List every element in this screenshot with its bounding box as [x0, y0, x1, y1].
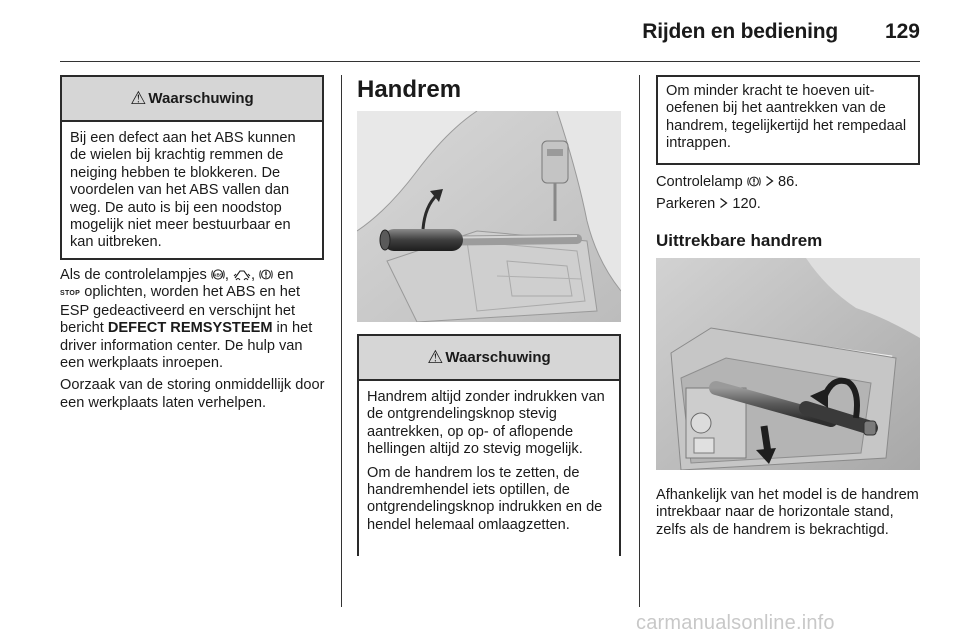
brake-lamp-icon: [259, 268, 273, 281]
retractable-handbrake-illustration: [656, 258, 920, 470]
warning-paragraph-2: Om de handrem los te zetten, de handremhendel iets optillen, de ontgrendelingsknop indrukken en de hendel helemaal omlaagzetten.: [367, 464, 603, 533]
esp-lamp-icon: [233, 268, 251, 281]
abs-paragraph-1: Als de controlelampjes ABS , , en STOP oplichten, worden het ABS en het ESP gedeactiveerd en verschijnt het bericht DEFECT REMSYSTEEM in het driver information center. De hulp van een werkplaats inroepen.: [60, 267, 313, 372]
abs-paragraph-2: Oorzaak van de storing onmiddellijk door een werkplaats laten verhelpen.: [60, 377, 325, 411]
stop-symbol: STOP: [60, 290, 81, 298]
page-number: 129: [884, 20, 920, 43]
abs-text-block: [60, 267, 326, 412]
retractable-paragraph: Afhankelijk van het model is de handrem intrekbaar naar de horizontale stand, zelfs als de handrem is bekrachtigd.: [656, 487, 919, 538]
svg-text:ABS: ABS: [213, 272, 223, 278]
controlelamp-reference: Controlelamp 86.: [656, 174, 799, 190]
warning-heading-label: Waarschuwing: [445, 349, 551, 366]
reference-lines: [656, 174, 920, 214]
retractable-handbrake-drawing: [656, 258, 920, 470]
info-box-brake-pedal: [656, 75, 920, 165]
brake-lamp-icon: [747, 175, 761, 188]
parkeren-page-link[interactable]: 120.: [732, 196, 761, 213]
controlelamp-page-link[interactable]: 86.: [777, 174, 799, 190]
handbrake-illustration: [357, 111, 621, 322]
warning-heading: [359, 336, 619, 381]
error-message-text: DEFECT REMSYSTEEM: [107, 320, 273, 337]
page-header-title: Rijden en bediening: [642, 20, 838, 43]
warning-text: Bij een defect aan het ABS kunnen de wielen bij krachtig remmen de neiging hebben te blokkeren. De voordelen van het ABS vallen dan weg. De auto is bij een noodstop mogelijk niet meer bestuurbaar en kan uitbreken.: [70, 130, 296, 251]
warning-triangle-icon: ⚠: [130, 88, 147, 108]
retractable-text: [656, 487, 922, 539]
reference-arrow-icon[interactable]: [765, 175, 774, 187]
reference-arrow-icon[interactable]: [719, 197, 728, 209]
warning-heading: [62, 77, 322, 122]
section-title-uittrekbare-handrem: Uittrekbare handrem: [656, 231, 823, 250]
handbrake-drawing: [357, 111, 621, 322]
warning-triangle-icon: ⚠: [427, 347, 444, 367]
section-title-handrem: Handrem: [357, 76, 462, 103]
warning-paragraph-1: Handrem altijd zonder indrukken van de ontgrendelingsknop stevig aantrekken, op op- of aflopende hellingen altijd zo stevig mogelijk.: [367, 389, 605, 458]
info-text: Om minder kracht te hoeven uitoefenen bij het aantrekken van de handrem, tegelijkertijd het rempedaal intrappen.: [666, 83, 907, 152]
parkeren-reference: Parkeren 120.: [656, 196, 761, 213]
warning-heading-label: Waarschuwing: [148, 90, 254, 107]
column-divider: [639, 75, 640, 607]
column-divider: [341, 75, 342, 607]
warning-box-abs: [60, 75, 324, 260]
header-divider: [60, 61, 920, 62]
abs-lamp-icon: [211, 268, 225, 281]
warning-box-handrem: [357, 334, 621, 556]
watermark: carmanualsonline.info: [636, 612, 835, 634]
